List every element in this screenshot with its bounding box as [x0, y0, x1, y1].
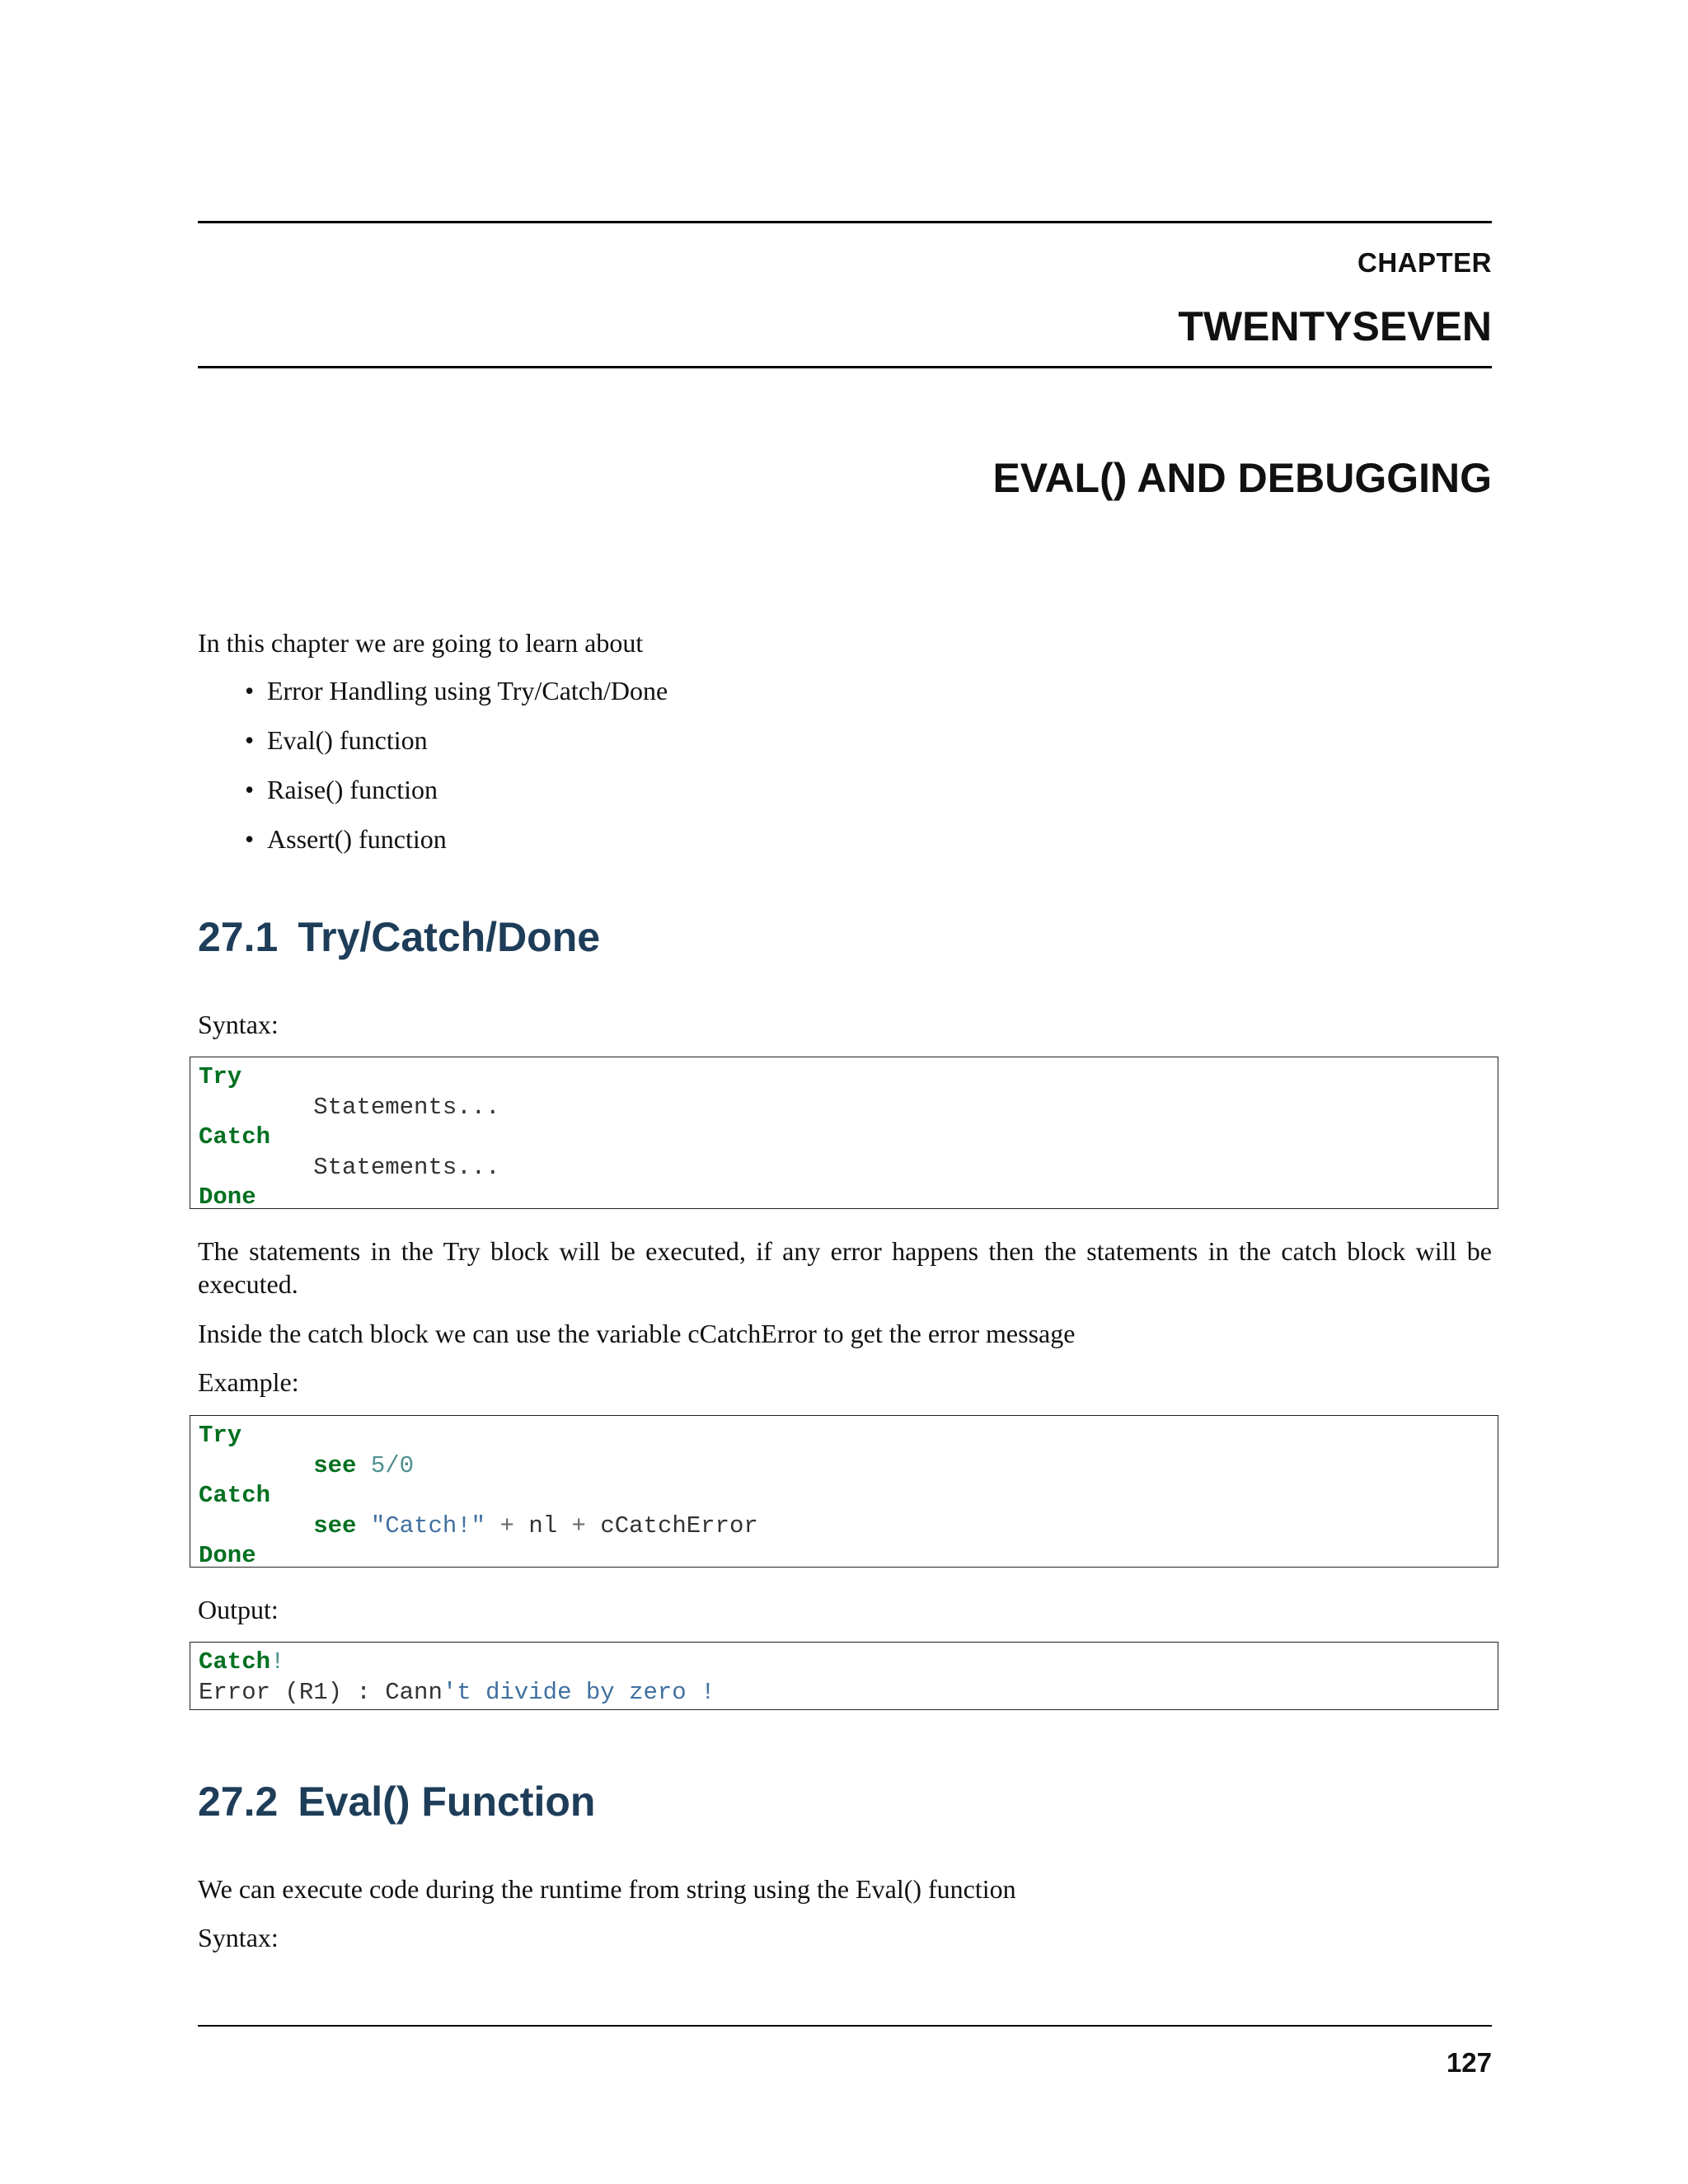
page-number: 127 — [1446, 2047, 1492, 2078]
list-item: • Raise() function — [245, 775, 438, 804]
bullet-icon: • — [245, 676, 255, 705]
syntax-label: Syntax: — [198, 1010, 279, 1039]
chapter-number: TWENTYSEVEN — [1178, 303, 1492, 349]
explanation-paragraph: The statements in the Try block will be executed, if any error happens then the statements in the catch block will be executed. — [198, 1236, 1492, 1299]
bullet-icon: • — [245, 775, 255, 804]
chapter-top-rule — [198, 221, 1492, 223]
chapter-title: EVAL() AND DEBUGGING — [992, 455, 1492, 501]
intro-list — [198, 674, 668, 872]
syntax-code-block: Try Statements... Catch Statements... Done — [190, 1057, 1498, 1209]
footer-rule — [198, 2025, 1492, 2027]
catch-error-paragraph: Inside the catch block we can use the variable cCatchError to get the error message — [198, 1319, 1076, 1348]
chapter-label: CHAPTER — [1357, 247, 1492, 278]
eval-syntax-label: Syntax: — [198, 1923, 279, 1952]
section-heading-27-1: 27.1 Try/Catch/Done — [198, 914, 601, 960]
bullet-icon: • — [245, 824, 255, 854]
list-item: • Eval() function — [245, 725, 428, 755]
example-code-block: Try see 5/0 Catch see "Catch!" + nl + cCatchError Done — [190, 1415, 1498, 1568]
intro-text: In this chapter we are going to learn about — [198, 628, 644, 658]
example-label: Example: — [198, 1367, 299, 1397]
section-heading-27-2: 27.2 Eval() Function — [198, 1779, 596, 1825]
document-page — [198, 0, 1492, 2184]
bullet-icon: • — [245, 725, 255, 755]
output-code-block: Catch! Error (R1) : Cann't divide by zero ! — [190, 1642, 1498, 1710]
chapter-bottom-rule — [198, 366, 1492, 368]
list-item: • Error Handling using Try/Catch/Done — [245, 676, 668, 705]
output-label: Output: — [198, 1595, 279, 1624]
list-item: • Assert() function — [245, 824, 447, 854]
eval-paragraph: We can execute code during the runtime from string using the Eval() function — [198, 1874, 1016, 1904]
